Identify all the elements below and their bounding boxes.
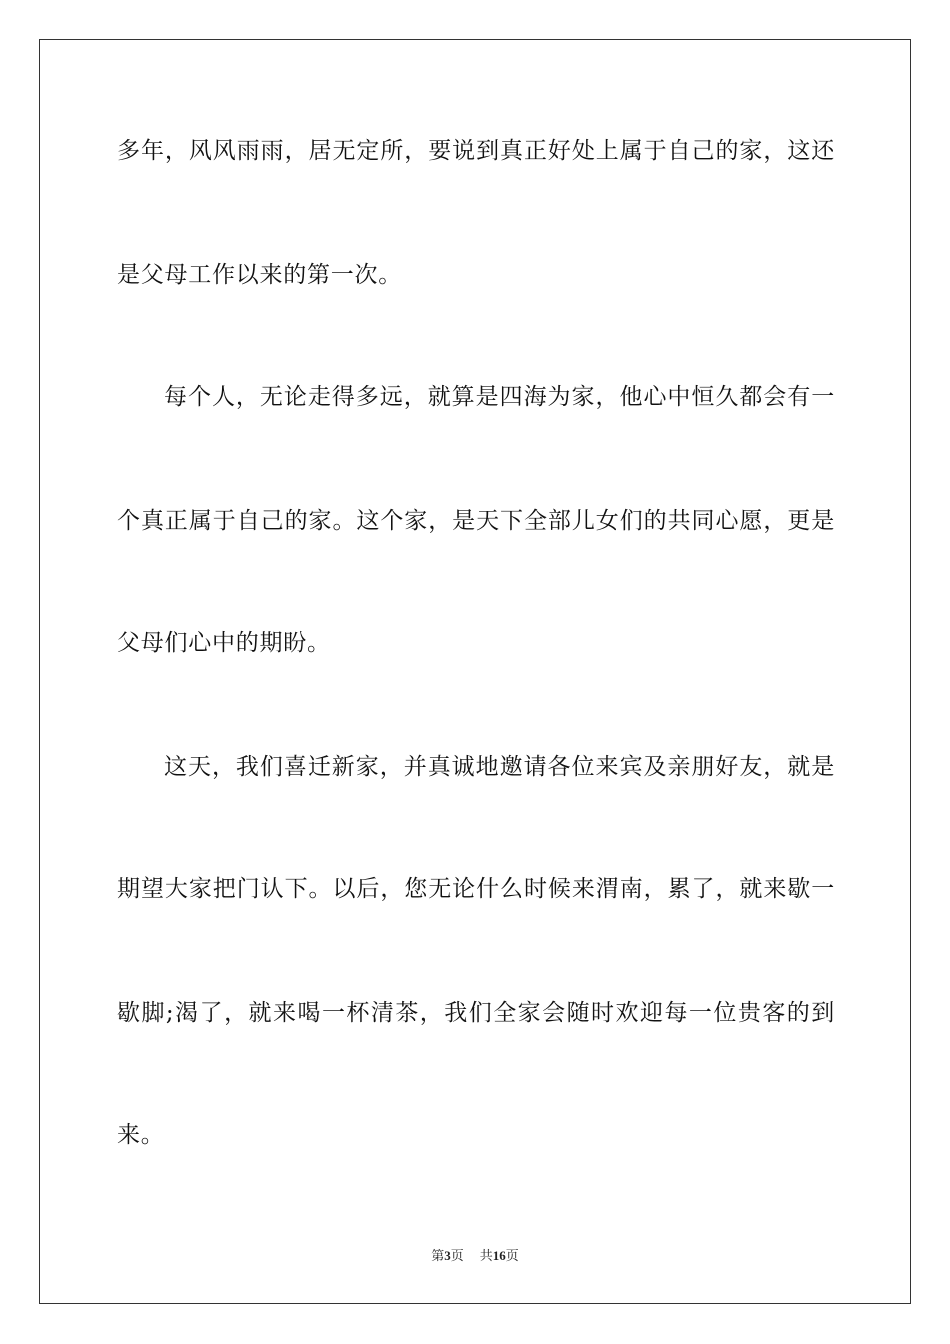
paragraph-3-line-1: 这天，我们喜迁新家，并真诚地邀请各位来宾及亲朋好友，就是 (164, 754, 835, 780)
paragraph-3-line-3: 歇脚;渴了，就来喝一杯清茶，我们全家会随时欢迎每一位贵客的到 (117, 1000, 835, 1026)
total-pages: 16 (492, 1248, 506, 1263)
paragraph-3-line-4: 来。 (117, 1122, 165, 1148)
page-number: 3 (444, 1248, 451, 1263)
page-border (39, 39, 911, 1304)
paragraph-1-line-1: 多年，风风雨雨，居无定所，要说到真正好处上属于自己的家，这还 (117, 138, 835, 164)
page-footer (0, 1246, 950, 1266)
page-suffix: 页 (450, 1248, 464, 1263)
paragraph-2-line-1: 每个人，无论走得多远，就算是四海为家，他心中恒久都会有一 (164, 384, 835, 410)
total-prefix: 共 (479, 1248, 493, 1263)
paragraph-2-line-3: 父母们心中的期盼。 (117, 630, 331, 656)
paragraph-2-line-2: 个真正属于自己的家。这个家，是天下全部儿女们的共同心愿，更是 (117, 508, 835, 534)
page-prefix: 第 (431, 1248, 445, 1263)
total-suffix: 页 (505, 1248, 519, 1263)
paragraph-1-line-2: 是父母工作以来的第一次。 (117, 262, 402, 288)
paragraph-3-line-2: 期望大家把门认下。以后，您无论什么时候来渭南，累了，就来歇一 (117, 876, 835, 902)
